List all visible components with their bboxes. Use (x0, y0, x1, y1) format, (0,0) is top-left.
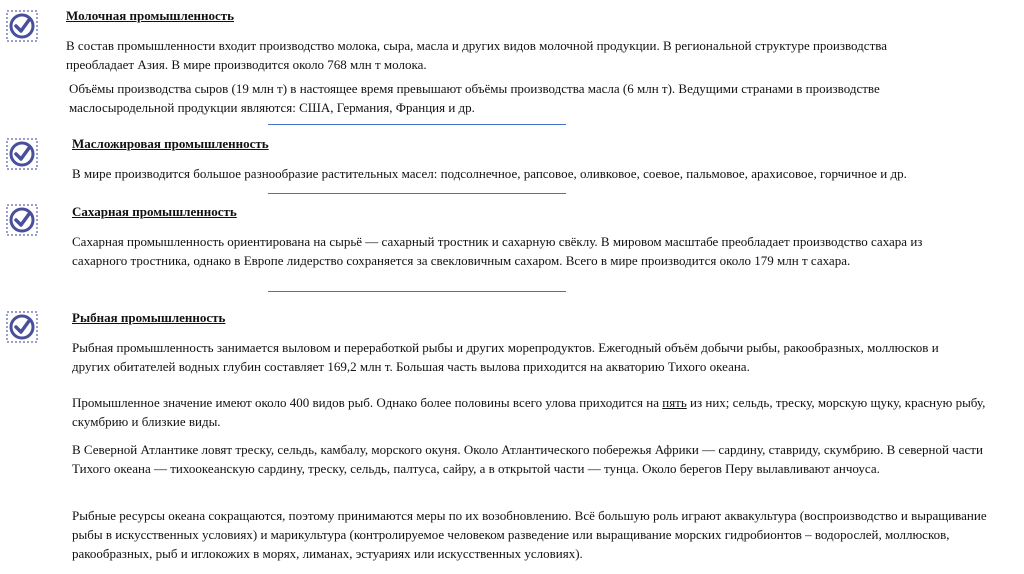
paragraph: Рыбная промышленность занимается выловом и переработкой рыбы и других морепродуктов. Ежегодный объём добычи рыбы, ракообразных, моллюсков и других обитателей водных глубин составляет 169,2 млн т. Большая часть вылова приходится на акваторию Тихого океана. (72, 340, 939, 374)
paragraph-text: Промышленное значение имеют около 400 видов рыб. Однако более половины всего улова приходится на (72, 395, 663, 410)
divider (268, 291, 566, 292)
paragraph: Объёмы производства сыров (19 млн т) в настоящее время превышают объёмы производства масла (6 млн т). Ведущими странами в производстве маслосыродельной продукции являются: США, Германия, Франция и др. (69, 81, 880, 115)
checkmark-circle-icon (5, 310, 39, 344)
paragraph: В Северной Атлантике ловят треску, сельдь, камбалу, морского окуня. Около Атлантического побережья Африки — сардину, ставриду, скумбрию. В северной части Тихого океана — тихоокеанскую сардину, треску, сельдь, палтуса, сайру, а в открытой части — тунца. Около берегов Перу вылавливают анчоуса. (72, 442, 983, 476)
paragraph: Сахарная промышленность ориентирована на сырьё — сахарный тростник и сахарную свёклу. В мировом масштабе преобладает производство сахара из сахарного тростника, однако в Европе лидерство сохраняется за свекловичным сахаром. Всего в мире производится около 179 млн т сахара. (72, 234, 923, 268)
checkmark-circle-icon (5, 9, 39, 43)
section-title-sugar: Сахарная промышленность (72, 204, 237, 219)
underlined-word: пять (662, 395, 687, 410)
section-title-fish: Рыбная промышленность (72, 310, 226, 325)
section-title-oil-fat: Масложировая промышленность (72, 136, 269, 151)
checkmark-circle-icon (5, 137, 39, 171)
paragraph: В мире производится большое разнообразие растительных масел: подсолнечное, рапсовое, оливковое, соевое, пальмовое, арахисовое, горчичное и др. (72, 166, 907, 181)
paragraph-text: из них; сельдь, треску, морскую щуку, красную рыбу, скумбрию и близкие виды. (72, 395, 986, 429)
paragraph: Рыбные ресурсы океана сокращаются, поэтому принимаются меры по их возобновлению. Всё большую роль играют аквакультура (воспроизводство и выращивание рыбы в искусственных условиях) и марикультура (контролируемое человеком разведение или выращивание морских гидробионтов – водорослей, моллюсков, ракообразных, рыб и иглокожих в морях, лиманах, эстуариях или искусственных условиях). (72, 508, 987, 561)
divider (268, 124, 566, 125)
paragraph: В состав промышленности входит производство молока, сыра, масла и других видов молочной продукции. В региональной структуре производства преобладает Азия. В мире производится около 768 млн т молока. (66, 38, 887, 72)
divider (268, 193, 566, 194)
paragraph (72, 393, 1002, 431)
section-title-dairy: Молочная промышленность (66, 8, 235, 23)
checkmark-circle-icon (5, 203, 39, 237)
